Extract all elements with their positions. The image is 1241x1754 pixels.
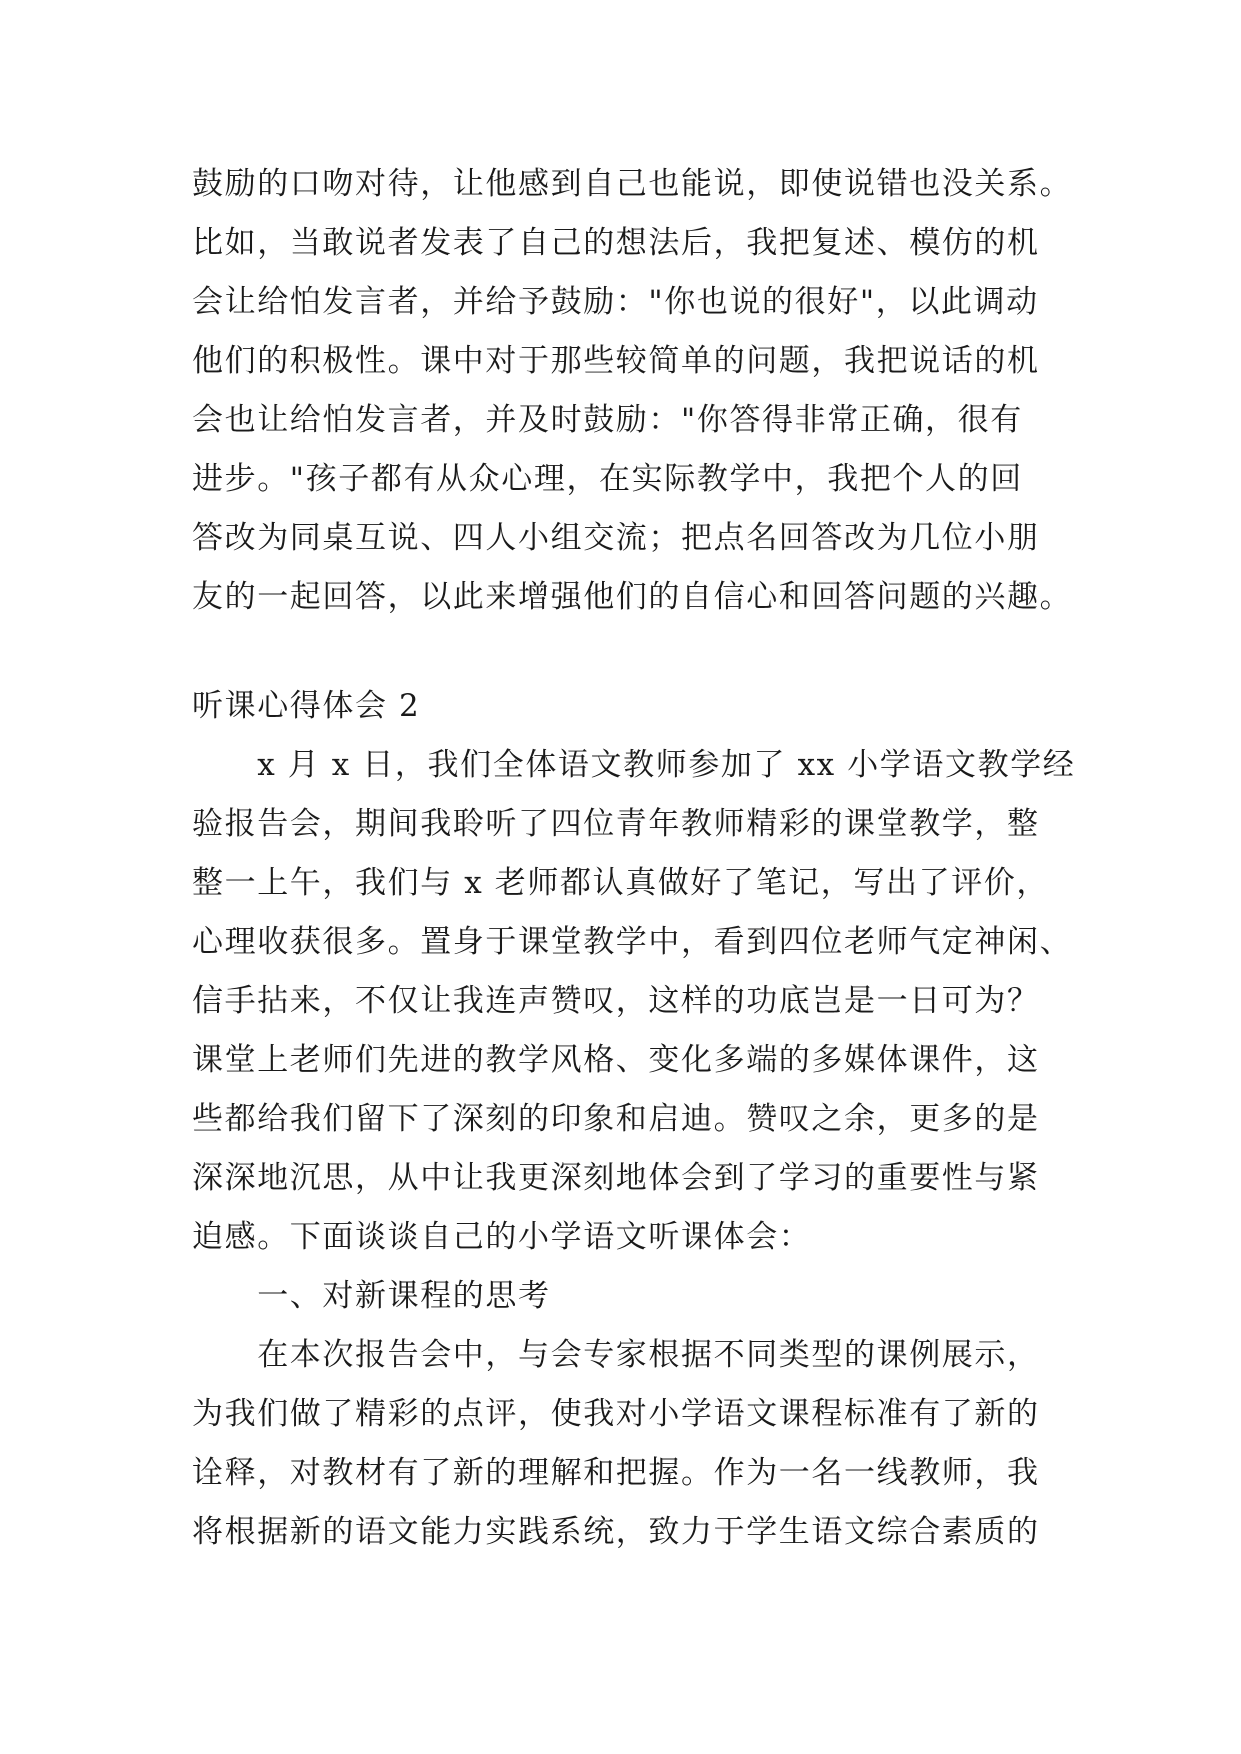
paragraph-line: 整一上午，我们与 x 老师都认真做好了笔记，写出了评价， [192, 865, 1049, 901]
section-title: 听课心得体会 2 [192, 688, 421, 724]
paragraph-line: 比如，当敢说者发表了自己的想法后，我把复述、模仿的机 [192, 225, 1040, 261]
subheading: 一、对新课程的思考 [192, 1278, 551, 1314]
paragraph-line: 答改为同桌互说、四人小组交流；把点名回答改为几位小朋 [192, 520, 1040, 556]
paragraph-line: 课堂上老师们先进的教学风格、变化多端的多媒体课件，这 [192, 1042, 1040, 1078]
paragraph-line: 会也让给怕发言者，并及时鼓励："你答得非常正确，很有 [192, 402, 1023, 438]
paragraph-line: 会让给怕发言者，并给予鼓励："你也说的很好"，以此调动 [192, 284, 1039, 320]
paragraph-line: 将根据新的语文能力实践系统，致力于学生语文综合素质的 [192, 1514, 1040, 1550]
paragraph-line: 他们的积极性。课中对于那些较简单的问题，我把说话的机 [192, 343, 1040, 379]
paragraph-line: x 月 x 日，我们全体语文教师参加了 xx 小学语文教学经 [192, 747, 1076, 783]
paragraph-line: 信手拈来，不仅让我连声赞叹，这样的功底岂是一日可为？ [192, 983, 1040, 1019]
paragraph-line: 为我们做了精彩的点评，使我对小学语文课程标准有了新的 [192, 1396, 1040, 1432]
paragraph-line: 些都给我们留下了深刻的印象和启迪。赞叹之余，更多的是 [192, 1101, 1040, 1137]
paragraph-line: 进步。"孩子都有从众心理，在实际教学中，我把个人的回 [192, 461, 1023, 497]
paragraph-line: 在本次报告会中，与会专家根据不同类型的课例展示， [192, 1337, 1040, 1373]
paragraph-line: 深深地沉思，从中让我更深刻地体会到了学习的重要性与紧 [192, 1160, 1040, 1196]
paragraph-line: 心理收获很多。置身于课堂教学中，看到四位老师气定神闲、 [192, 924, 1073, 960]
paragraph-line: 迫感。下面谈谈自己的小学语文听课体会： [192, 1219, 812, 1255]
paragraph-line: 验报告会，期间我聆听了四位青年教师精彩的课堂教学，整 [192, 806, 1040, 842]
paragraph-line: 友的一起回答，以此来增强他们的自信心和回答问题的兴趣。 [192, 579, 1073, 615]
paragraph-line: 诠释，对教材有了新的理解和把握。作为一名一线教师，我 [192, 1455, 1040, 1491]
paragraph-line: 鼓励的口吻对待，让他感到自己也能说，即使说错也没关系。 [192, 166, 1073, 202]
